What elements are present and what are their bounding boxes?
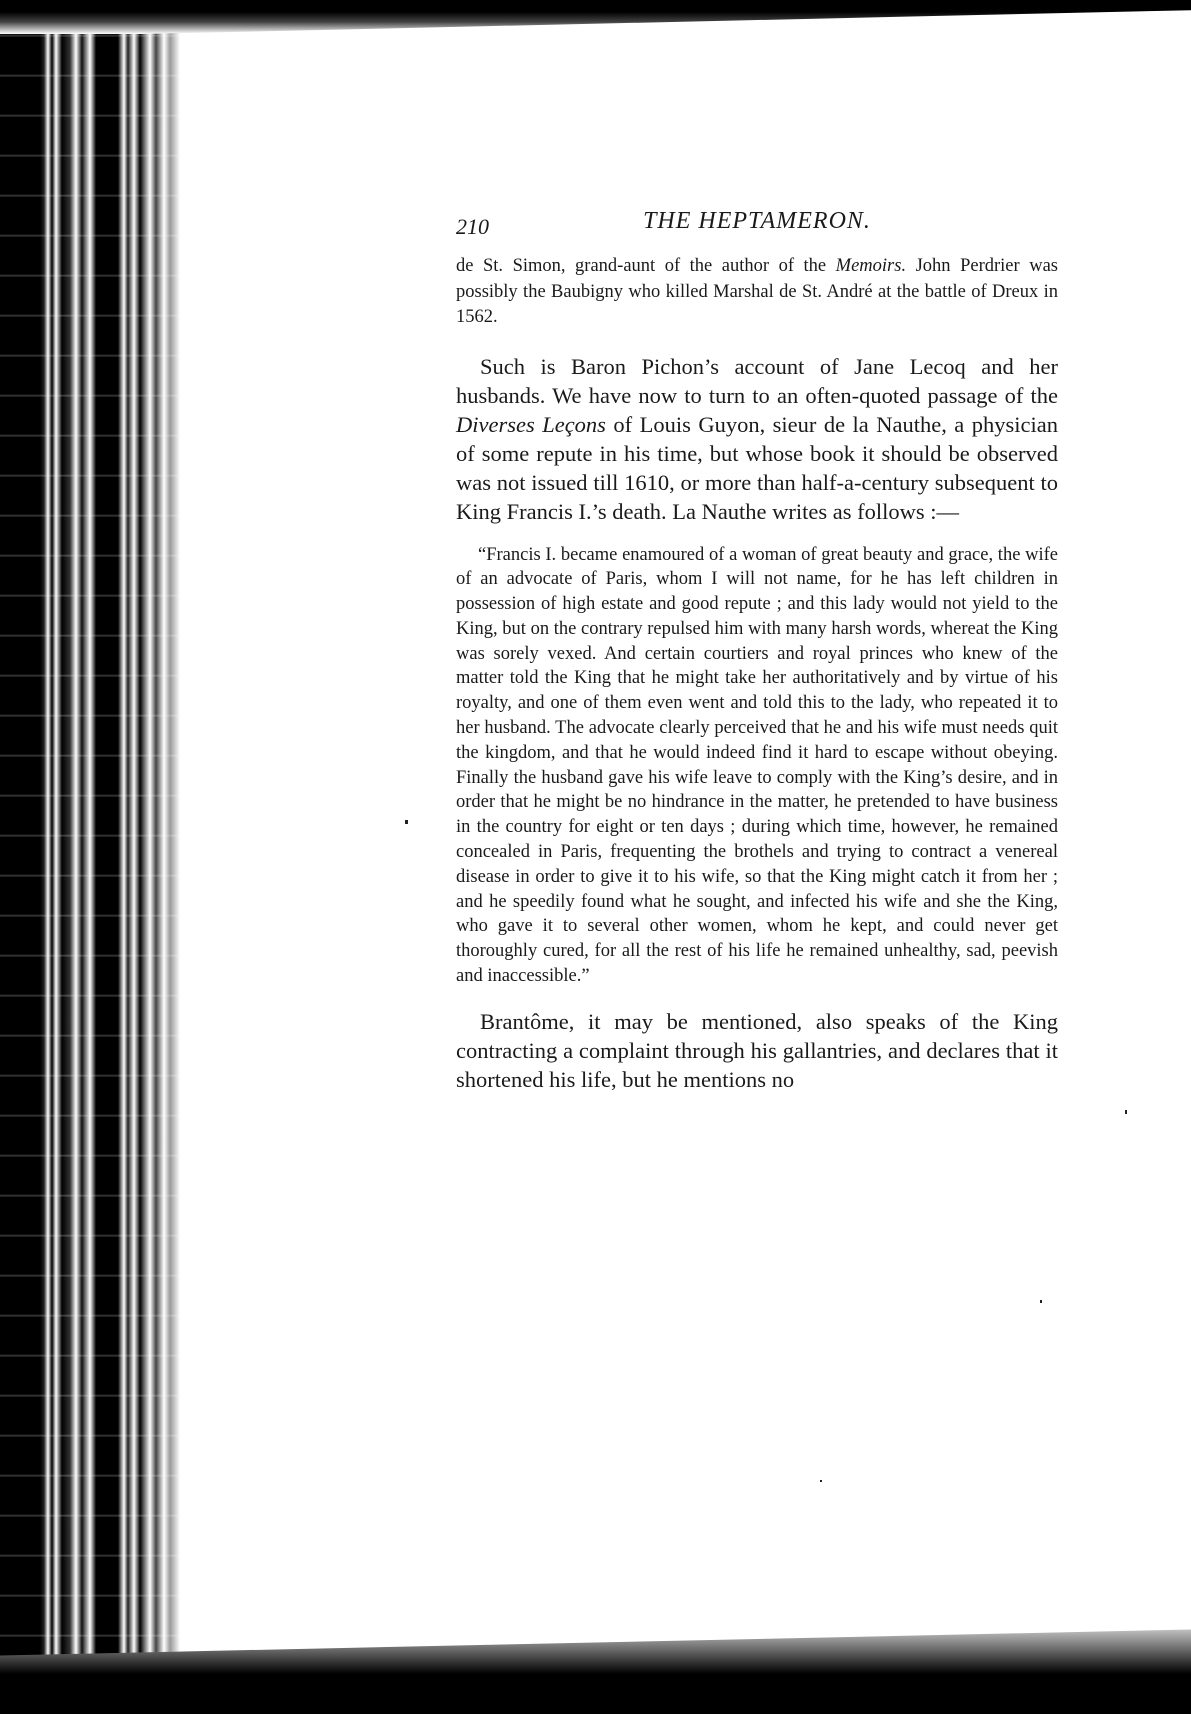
paragraph: Brantôme, it may be mentioned, also speaks of the King contracting a complaint through his gallantries, and declares that it shortened his life, but he mentions no — [456, 1008, 1058, 1092]
running-head — [456, 208, 1058, 248]
scan-speck — [820, 1480, 822, 1482]
scan-top-border — [0, 0, 1191, 34]
book-page — [456, 208, 1058, 1094]
italic-title: Memoirs. — [835, 256, 907, 276]
scan-speck — [405, 820, 408, 824]
italic-title: Diverses Leçons — [456, 411, 606, 437]
page-number: 210 — [456, 214, 489, 239]
paragraph-text: John Perdrier was possibly the Baubigny who killed Marshal de St. André at the battle of Dreux in 1562. — [456, 256, 1058, 327]
block-quote: “Francis I. became enamoured of a woman of great beauty and grace, the wife of an advocate of Paris, whom I will not name, for he has left children in possession of high estate and good repute ; and this lady would not yield to the King, but on the contrary repulsed him with many harsh words, whereat the King was sorely vexed. And certain courtiers and royal princes who knew of the matter told the King that he might take her authoritatively and by virtue of his royalty, and one of them even went and told this to the lady, who repeated it to her husband. The advocate clearly perceived that he and his wife must needs quit the kingdom, and that he would indeed find it hard to escape without obeying. Finally the husband gave his wife leave to comply with the King’s desire, and in order that he might be no hindrance in the matter, he pretended to have business in the country for eight or ten days ; during which time, however, he remained concealed in Paris, frequenting the brothels and trying to contract a venereal disease in order to give it to his wife, so that the King might catch it from her ; and he speedily found what he sought, and infected his wife and she the King, who gave it to several other women, whom he kept, and could never get thoroughly cured, for all the rest of his life he remained unhealthy, sad, peevish and inaccessible.” — [456, 544, 1058, 987]
paragraph — [456, 352, 1058, 526]
paragraph-continuation — [456, 254, 1058, 331]
paragraph-text: Such is Baron Pichon’s account of Jane Lecoq and her husbands. We have now to turn to an often-quoted passage of the — [456, 353, 1058, 408]
running-title: THE HEPTAMERON. — [643, 208, 871, 234]
scan-speck — [1040, 1300, 1042, 1303]
paragraph-text: of Louis Guyon, sieur de la Nauthe, a physician of some repute in his time, but whose book it should be observed was not issued till 1610, or more than half-a-century subsequent to King Francis I.’s death. La Nauthe writes as follows :— — [456, 411, 1058, 524]
paragraph-text: de St. Simon, grand-aunt of the author of the — [456, 256, 836, 276]
book-spine-edge — [0, 0, 200, 1714]
scan-speck — [1125, 1110, 1127, 1114]
